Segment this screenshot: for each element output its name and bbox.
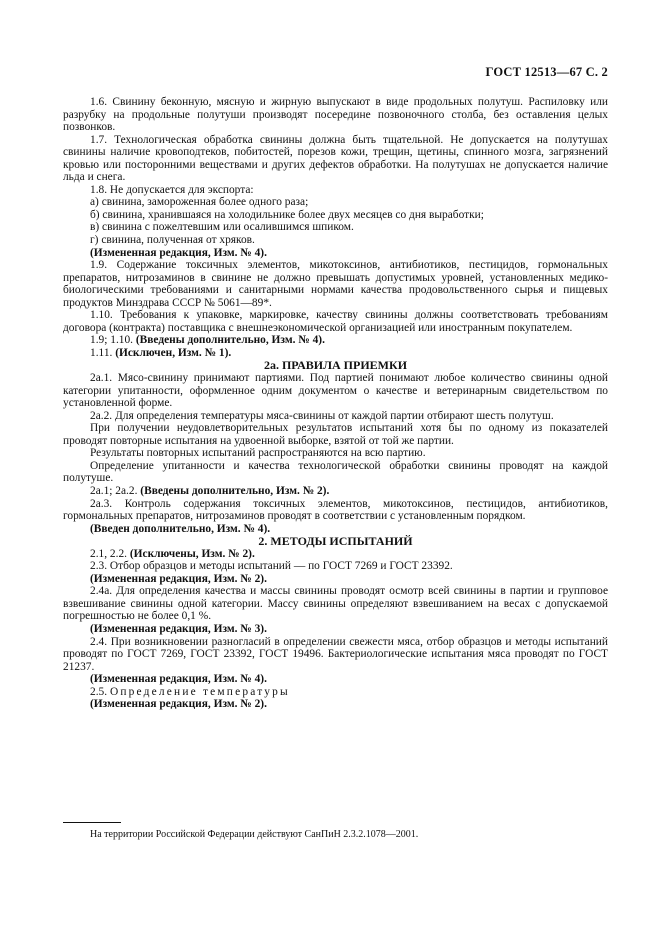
clause-ref: 1.11. xyxy=(90,346,116,359)
clause-ref: 2.5. xyxy=(90,685,110,698)
paragraph-2-4: 2.4. При возникновении разногласий в определении свежести мяса, отбор образцов и методы испытаний проводят по ГОСТ 7269, ГОСТ 23392, ГОСТ 19496. Бактериологические испытания мяса проводят по ГОСТ 21237. xyxy=(63,635,608,673)
list-item-g: г) свинина, полученная от хряков. xyxy=(90,234,255,247)
paragraph-2a-1: 2а.1. Мясо-свинину принимают партиями. Под партией понимают любое количество свинины одной категории упитанности, оформленное одним документом о качестве и ветеринарным свидетельством по установленной форме. xyxy=(63,372,608,410)
paragraph-1-8: 1.8. Не допускается для экспорта: xyxy=(90,183,254,196)
footnote-divider xyxy=(63,822,121,823)
section-heading-test-methods: 2. МЕТОДЫ ИСПЫТАНИЙ xyxy=(258,534,413,549)
amendment-note: (Измененная редакция, Изм. № 4). xyxy=(90,673,267,686)
paragraph-2-4a: 2.4а. Для определения качества и массы свинины проводят осмотр всей свинины в партии и групповое взвешивание свинины одной категории. Массу свинины определяют взвешиванием на весах с допускаемой погрешностью не более 0,1 %. xyxy=(63,585,608,623)
paragraph-retest-scope: Результаты повторных испытаний распространяются на всю партию. xyxy=(90,447,426,460)
amendment-note: (Введены дополнительно, Изм. № 4). xyxy=(135,334,325,347)
paragraph-retest: При получении неудовлетворительных результатов испытаний хотя бы по одному из показателей проводят повторные испытания на удвоенной выборке, взятой от той же партии. xyxy=(63,422,608,447)
amendment-note: (Измененная редакция, Изм. № 2). xyxy=(90,698,267,711)
amendment-note: (Измененная редакция, Изм. № 2). xyxy=(90,572,267,585)
clause-ref: 2.1, 2.2. xyxy=(90,547,130,560)
amendment-note: (Исключены, Изм. № 2). xyxy=(129,547,255,560)
list-item-a: а) свинина, замороженная более одного раза; xyxy=(90,196,309,209)
spaced-heading-temperature: Определение температуры xyxy=(109,685,290,698)
paragraph-fatness: Определение упитанности и качества технологической обработки свинины проводят на каждой полутуше. xyxy=(63,459,608,485)
amendment-note: (Измененная редакция, Изм. № 4). xyxy=(90,246,267,259)
list-item-v: в) свинина с пожелтевшим или осалившимся шпиком. xyxy=(90,221,354,234)
amendment-note: (Введен дополнительно, Изм. № 4). xyxy=(90,522,271,535)
paragraph-2a-3: 2а.3. Контроль содержания токсичных элементов, микотоксинов, пестицидов, антибиотиков, гормональных препаратов, нитрозаминов проводят в соответствии с установленным порядком. xyxy=(63,497,608,523)
document-body xyxy=(63,96,608,711)
paragraph-1-6: 1.6. Свинину беконную, мясную и жирную выпускают в виде продольных полутуш. Распиловку или разрубку на продольные полутуши производят посередине позвоночного столба, без оставления целых позвонков. xyxy=(63,96,608,134)
section-heading-acceptance: 2а. ПРАВИЛА ПРИЕМКИ xyxy=(263,358,408,373)
amendment-note: (Измененная редакция, Изм. № 3). xyxy=(90,622,267,635)
amendment-note: (Введены дополнительно, Изм. № 2). xyxy=(140,484,330,497)
paragraph-2-3: 2.3. Отбор образцов и методы испытаний — по ГОСТ 7269 и ГОСТ 23392. xyxy=(90,560,453,573)
clause-ref: 2а.1; 2а.2. xyxy=(90,484,141,497)
list-item-b: б) свинина, хранившаяся на холодильнике более двух месяцев со дня выработки; xyxy=(90,208,484,221)
footnote: На территории Российской Федерации действуют СанПиН 2.3.2.1078—2001. xyxy=(90,829,419,840)
paragraph-1-9: 1.9. Содержание токсичных элементов, микотоксинов, антибиотиков, пестицидов, гормональных препаратов, нитрозаминов в свинине не должно превышать допустимых уровней, установленных медико-биологическими требованиями и санитарными нормами качества продовольственного сырья и пищевых продуктов Минздрава СССР № 5061—89*. xyxy=(63,259,608,309)
amendment-note: (Исключен, Изм. № 1). xyxy=(115,346,232,359)
clause-ref: 1.9; 1.10. xyxy=(90,334,136,347)
paragraph-1-10: 1.10. Требования к упаковке, маркировке, качеству свинины должны соответствовать требованиям договора (контракта) поставщика с внешнеэкономической организацией или иностранным покупателем. xyxy=(63,309,608,334)
paragraph-1-7: 1.7. Технологическая обработка свинины должна быть тщательной. Не допускается на полутушах свинины наличие кровоподтеков, побитостей, порезов кожи, трещин, щетины, спинного мозга, загрязнений кровью или посторонними веществами и других дефектов обработки. На полутушах не допускается наличие льда и снега. xyxy=(63,133,608,184)
paragraph-2a-2: 2а.2. Для определения температуры мяса-свинины от каждой партии отбирают шесть полутуш. xyxy=(90,409,554,422)
page-header: ГОСТ 12513—67 С. 2 xyxy=(485,65,608,79)
